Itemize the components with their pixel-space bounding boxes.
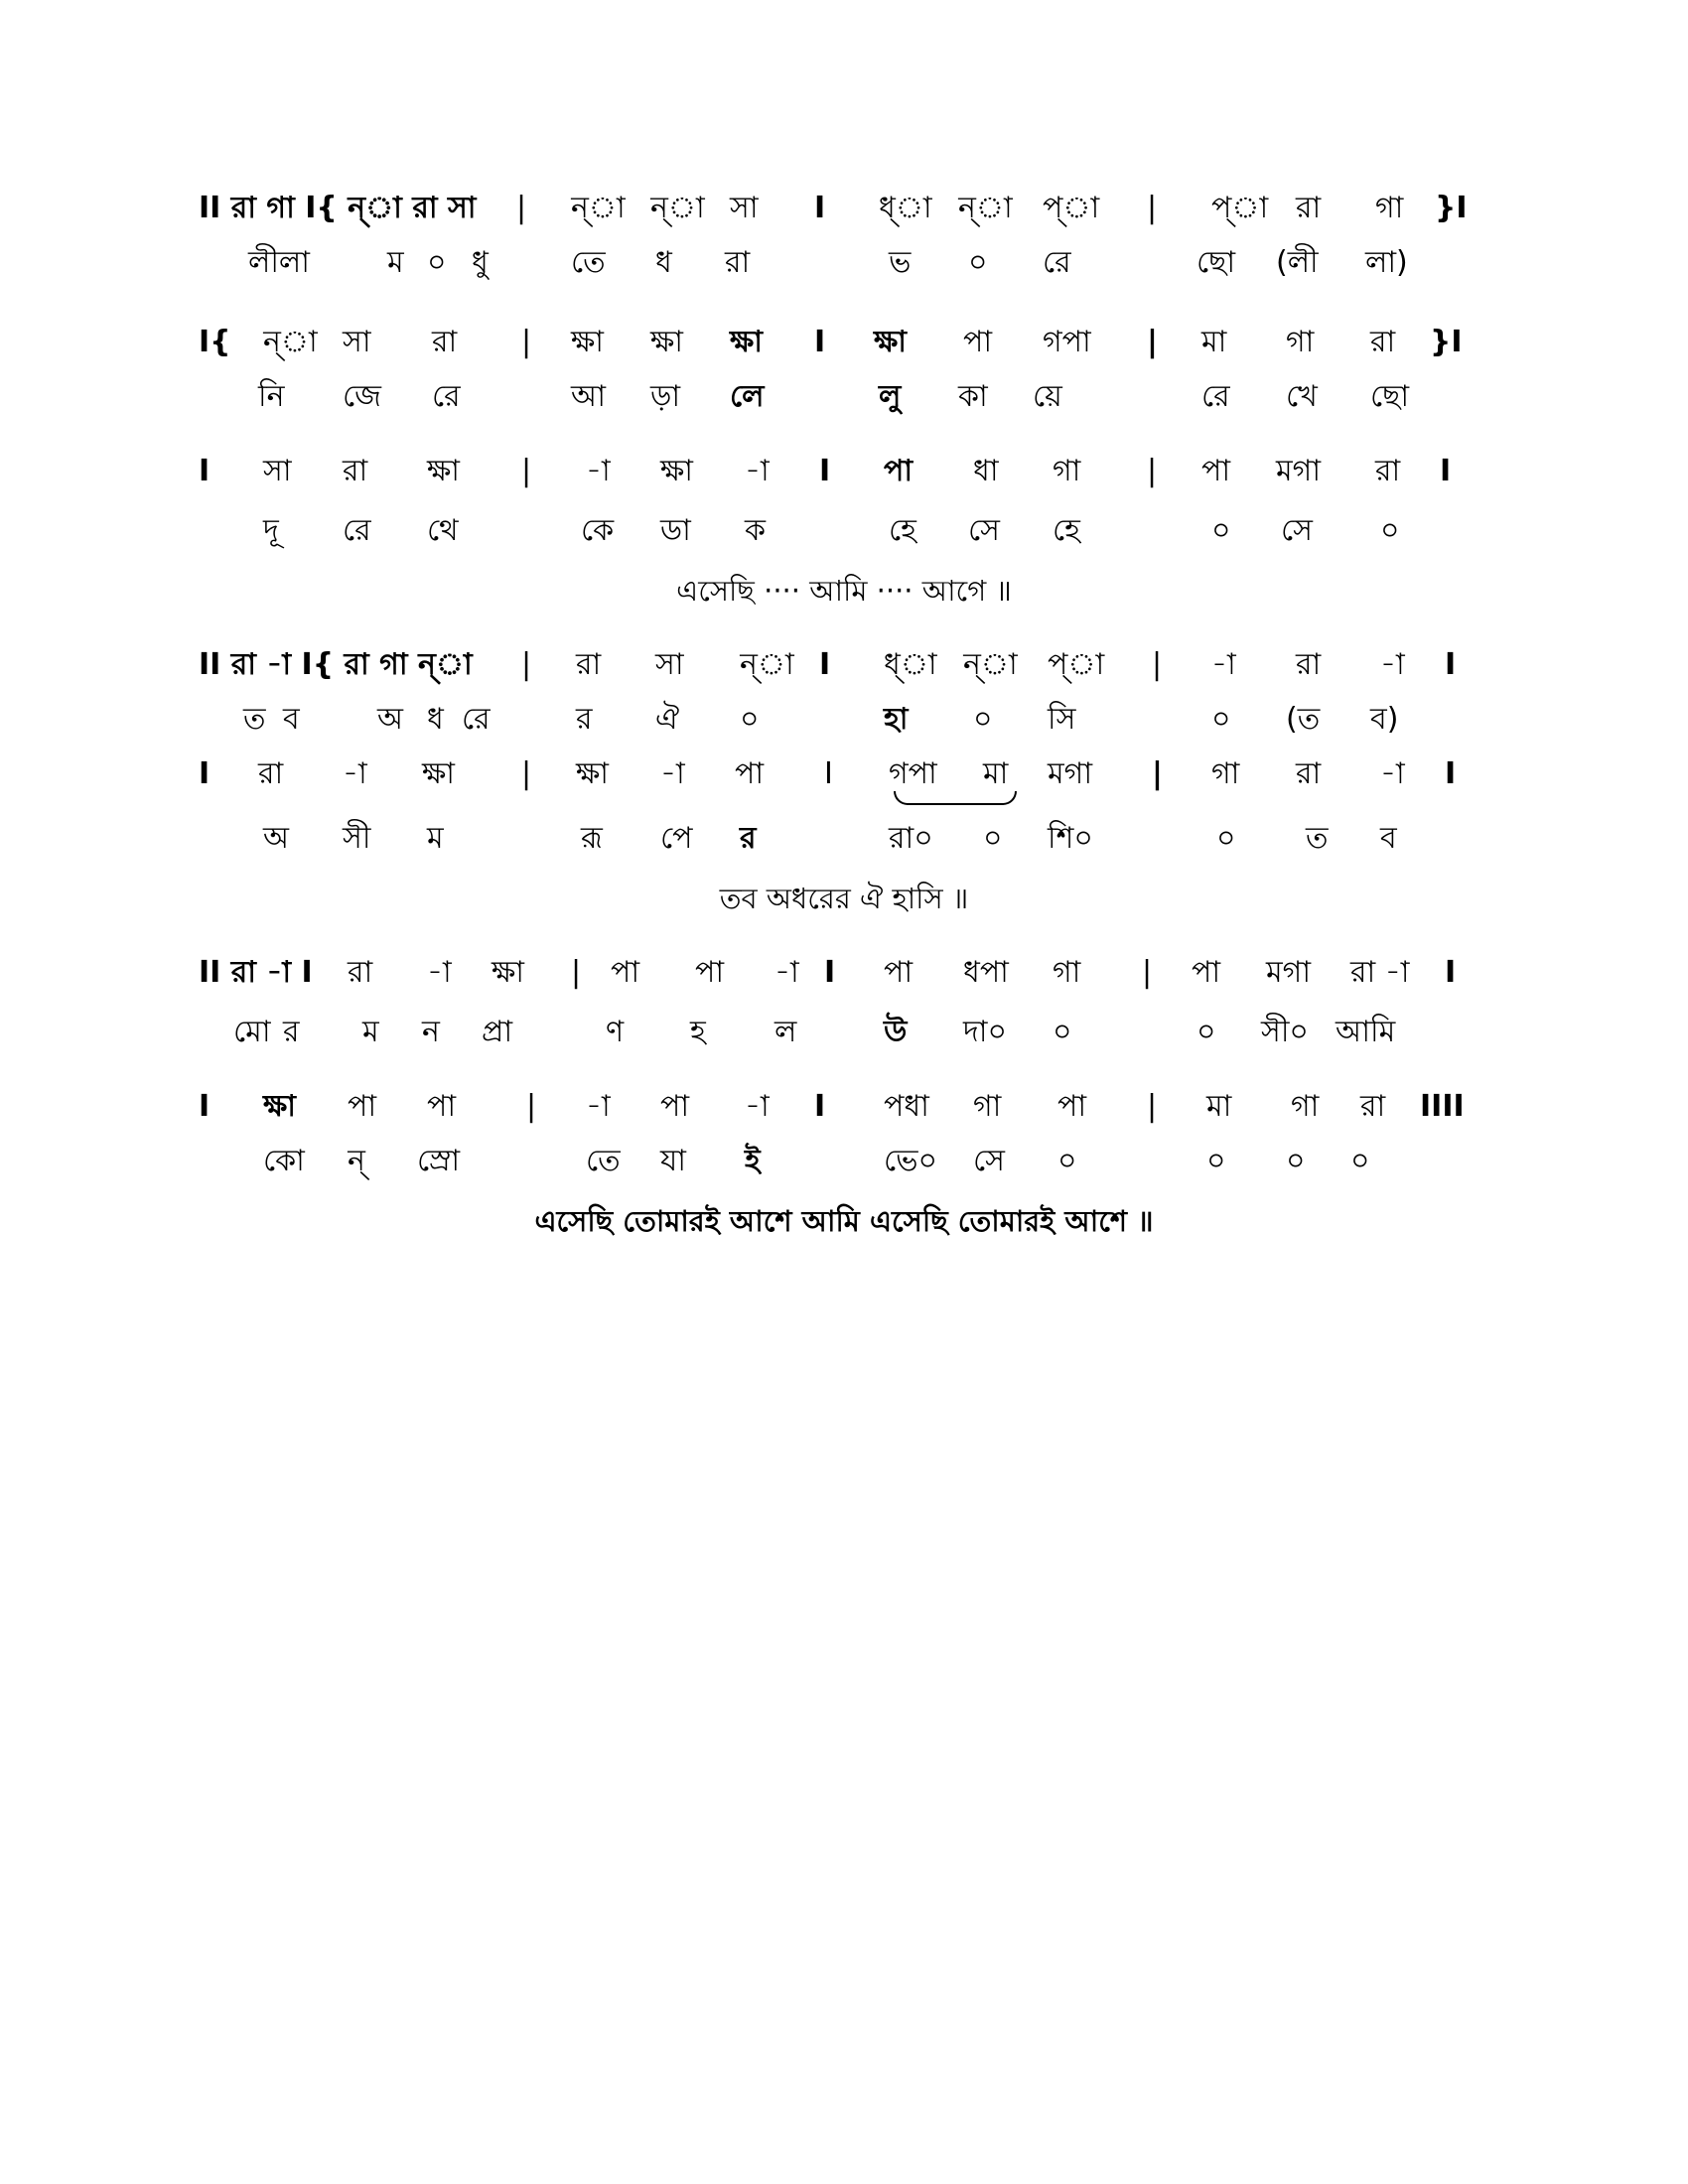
note-cell: গা [1286,325,1315,359]
note-cell: ন্‌া [263,325,318,359]
note-cell: মগা [1276,454,1322,488]
note-cell: পা [611,955,640,990]
bar-line: }I [1435,191,1468,225]
lyric-syllable: ছো [1370,379,1410,414]
bar-line: | [571,955,582,990]
bar-line: | [516,191,527,225]
note-cell: পা [735,756,765,791]
bar-line: | [521,454,532,488]
lyric-syllable: আমি [1336,1015,1396,1049]
lyric-syllable: ০ [1053,1015,1072,1049]
lyric-syllable: ণ [606,1015,625,1049]
note-cell: -া [745,454,770,488]
note-cell: পা [963,325,993,359]
note-cell: ধ্‌া [879,191,932,225]
lyric-syllable: যা [660,1144,686,1178]
note-cell: ক্ষা [874,325,908,359]
lyric-syllable: তে [586,1144,621,1178]
lyric-syllable: অ [263,821,289,856]
bar-line: | [526,1089,537,1124]
lyric-syllable: তে [571,245,606,280]
note-cell: ন্‌া [958,191,1013,225]
note-cell: গা [1053,955,1081,990]
note-cell: সা [263,454,292,488]
lyric-syllable: লে [730,379,765,414]
bar-line: I [824,756,833,791]
lyric-syllable: হে [1053,513,1080,548]
note-cell: গপা [889,756,937,791]
note-cell: পা [427,1089,457,1124]
lyric-syllable: ই [745,1144,761,1178]
bar-line: | [1147,1089,1158,1124]
lyric-syllable: রে [343,513,371,548]
lyric-syllable: ০ [1350,1144,1370,1178]
lyrics-row-6 [189,1008,1479,1057]
bar-line: | [1147,191,1158,225]
note-cell: গপা [1043,325,1091,359]
note-cell: মা [1201,325,1227,359]
slur-mark [894,791,1017,805]
lyric-syllable: ধ [427,702,444,737]
note-cell: মগা [1266,955,1312,990]
note-cell: ক্ষা [571,325,605,359]
note-cell: গা [1291,1089,1320,1124]
lyric-syllable: ০ [427,245,447,280]
lyric-syllable: শি০ [1048,821,1093,856]
note-cell: পা [1057,1089,1087,1124]
note-cell: -া [745,1089,770,1124]
lyric-syllable: দূ [263,513,279,548]
bar-line: | [1147,454,1158,488]
lyric-syllable: ০ [1057,1144,1077,1178]
bar-line: I [1445,756,1457,791]
lyric-syllable: ত [243,702,266,737]
note-cell: -া [427,955,452,990]
bar-line: | [1147,325,1158,359]
notation-row-7 [189,1082,1479,1132]
lyric-syllable: ধ [655,245,672,280]
bar-line: I [199,756,211,791]
lyric-syllable: রূ [581,821,603,856]
note-cell: সা [730,191,759,225]
note-cell: ক্ষা [422,756,456,791]
notation-row-4 [189,640,1479,690]
note-cell: সা [343,325,371,359]
notation-row-1 [189,184,1479,233]
lyric-syllable: রে [1043,245,1071,280]
lyric-syllable: ভে০ [884,1144,938,1178]
refrain-line: তব অধরের ঐ হাসি ॥ [719,882,969,915]
note-cell: রা [258,756,284,791]
notation-row-3 [189,447,1479,496]
lyric-syllable: ০ [968,245,988,280]
note-cell: রা [1360,1089,1386,1124]
lyrics-row-4 [189,695,1479,745]
refrain-line: এসেছি তোমারই আশে আমি এসেছি তোমারই আশে ॥ [534,1204,1154,1238]
note-cell: প্‌া [1043,191,1100,225]
bar-line: I [824,955,836,990]
lyric-syllable: অ [377,702,403,737]
note-cell: পা [695,955,725,990]
lyric-syllable: হ [690,1015,706,1049]
lyric-syllable: কা [958,379,988,414]
note-cell: ক্ষা [650,325,684,359]
lyric-syllable: মো [233,1015,271,1049]
note-cell: প্‌া [1211,191,1269,225]
note-cell: ধ্‌া [884,647,937,682]
lyric-syllable: ধু [472,245,489,280]
note-cell: ক্ষা [660,454,694,488]
lyric-syllable: (লী [1276,245,1319,280]
note-cell: -া [660,756,685,791]
lyric-syllable: হা [884,702,909,737]
lyric-syllable: ক [745,513,766,548]
lyric-syllable: ভ [889,245,912,280]
bar-line: | [1152,756,1163,791]
note-cell: রা [432,325,458,359]
bar-line: I [199,454,211,488]
note-cell: পধা [884,1089,929,1124]
lyric-syllable: কো [263,1144,305,1178]
lyric-syllable: ০ [1286,1144,1306,1178]
note-cell: ধপা [963,955,1009,990]
lyrics-row-3 [189,506,1479,556]
note-cell: রা [1296,191,1322,225]
lyric-syllable: হে [889,513,916,548]
note-cell: রা [348,955,373,990]
note-cell: পা [660,1089,690,1124]
lyric-syllable: ০ [1196,1015,1216,1049]
lyric-syllable: লা) [1365,245,1408,280]
lyric-syllable: ন্ [348,1144,365,1178]
note-cell: ক্ষা [492,955,525,990]
lyric-syllable: র [576,702,593,737]
bar-line: I [819,454,831,488]
lyric-syllable: ম [387,245,404,280]
lyric-syllable: র [283,1015,300,1049]
lyric-syllable: রা [725,245,751,280]
lyric-syllable: সি [1048,702,1076,737]
note-cell: রা [343,454,368,488]
note-cell: -া [586,1089,611,1124]
lyric-syllable: রা০ [889,821,933,856]
note-cell: গা [1053,454,1081,488]
lyric-syllable: ত [1306,821,1329,856]
lyric-syllable: পে [660,821,693,856]
bar-line: | [1142,955,1153,990]
lyric-syllable: দা০ [963,1015,1007,1049]
bar-line: I [814,325,826,359]
lyric-syllable: ল [774,1015,797,1049]
lyric-syllable: ০ [973,702,993,737]
lyric-syllable: ম [362,1015,379,1049]
lyric-syllable: সে [1281,513,1313,548]
note-cell: রা [1296,756,1322,791]
lyrics-row-2 [189,372,1479,422]
note-cell: গা [973,1089,1002,1124]
lyric-syllable: কে [581,513,615,548]
lyric-syllable: খে [1286,379,1318,414]
note-cell: পা [884,454,914,488]
note-cell: ধা [973,454,999,488]
note-cell: পা [1201,454,1231,488]
note-cell: -া [586,454,611,488]
lyric-syllable: ব) [1370,702,1399,737]
lyric-syllable: ০ [1206,1144,1226,1178]
note-cell: প্‌া [1048,647,1105,682]
lyric-syllable: র [740,821,757,856]
bar-line: | [1152,647,1163,682]
note-cell: ক্ষা [576,756,610,791]
note-cell: মগা [1048,756,1093,791]
lyric-syllable: সী০ [1261,1015,1309,1049]
lyric-syllable: ম [427,821,444,856]
note-cell: ন্‌া [740,647,794,682]
note-cell: ক্ষা [263,1089,297,1124]
note-cell: সা [655,647,684,682]
bar-line: | [521,647,532,682]
lyric-syllable: স্রো [417,1144,461,1178]
note-cell: II রা গা I{ ন্‌া রা সা [199,191,477,225]
bar-line: I [1445,955,1457,990]
note-cell: পা [1192,955,1221,990]
lyric-syllable: ০ [1380,513,1400,548]
note-cell: রা [1370,325,1396,359]
note-cell: গা [1375,191,1404,225]
bar-line: I [199,1089,211,1124]
lyric-syllable: প্রা [482,1015,513,1049]
note-cell: ক্ষা [730,325,764,359]
lyric-syllable: ০ [983,821,1003,856]
lyric-syllable: লীলা [248,245,310,280]
lyric-syllable: থে [427,513,459,548]
lyric-syllable: ছো [1196,245,1236,280]
lyric-syllable: আ [571,379,606,414]
note-cell: রা [1375,454,1401,488]
lyric-syllable: নি [258,379,285,414]
note-cell: পা [884,955,914,990]
lyric-syllable: রে [432,379,461,414]
bar-line: I [814,1089,826,1124]
lyric-syllable: (ত [1286,702,1321,737]
note-cell: রা -া [1350,955,1410,990]
lyric-syllable: ০ [1211,513,1231,548]
notation-row-6 [189,948,1479,998]
lyric-syllable: য়ে [1033,379,1062,414]
lyric-syllable: ড়া [650,379,681,414]
lyric-syllable: ০ [1211,702,1231,737]
lyrics-row-5 [189,814,1479,864]
lyric-syllable: ০ [740,702,760,737]
lyric-syllable: সী [343,821,371,856]
bar-line: | [521,756,532,791]
bar-line: I [1440,454,1452,488]
lyric-syllable: লু [879,379,902,414]
lyric-syllable: ন [422,1015,440,1049]
note-cell: ক্ষা [427,454,461,488]
lyric-syllable: ব [283,702,300,737]
note-cell: মা [983,756,1009,791]
bar-line: }I [1430,325,1463,359]
bar-line: I [814,191,826,225]
note-cell: রা [1296,647,1322,682]
refrain-line: এসেছি ···· আমি ···· আগে ॥ [676,574,1012,608]
note-cell: II রা -া I [199,955,313,990]
note-cell: পা [348,1089,377,1124]
lyrics-row-1 [189,238,1479,288]
note-cell: ন্‌া [650,191,705,225]
lyric-syllable: রে [462,702,491,737]
lyric-syllable: রে [1201,379,1230,414]
notation-row-2 [189,318,1479,367]
lyric-syllable: জে [343,379,382,414]
bar-line: I [1445,647,1457,682]
lyric-syllable: সে [973,1144,1005,1178]
notation-row-5 [189,750,1479,799]
note-cell: গা [1211,756,1240,791]
lyric-syllable: উ [884,1015,908,1049]
lyric-syllable: ঐ [655,702,680,737]
bar-line: IIII [1420,1089,1465,1124]
note-cell: -া [1380,647,1405,682]
note-cell: -া [343,756,367,791]
bar-line: | [521,325,532,359]
note-cell: ন্‌া [571,191,626,225]
bar-line: I [819,647,831,682]
lyric-syllable: সে [968,513,1000,548]
note-cell: -া [1380,756,1405,791]
bar-line: I{ [199,325,231,359]
note-cell: -া [1211,647,1236,682]
note-cell: II রা -া I{ রা গা ন্‌া [199,647,473,682]
lyric-syllable: ব [1380,821,1397,856]
note-cell: মা [1206,1089,1232,1124]
lyric-syllable: ডা [660,513,691,548]
lyrics-row-7 [189,1137,1479,1186]
note-cell: ন্‌া [963,647,1018,682]
note-cell: -া [774,955,799,990]
note-cell: রা [576,647,602,682]
lyric-syllable: ০ [1216,821,1236,856]
